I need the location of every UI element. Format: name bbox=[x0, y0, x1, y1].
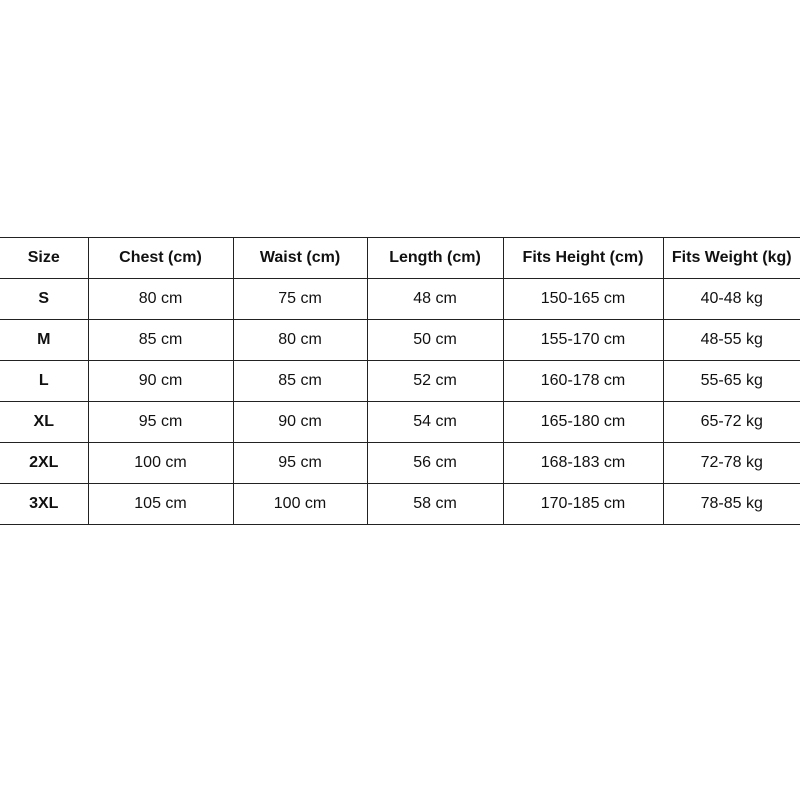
fits-height-cell: 168-183 cm bbox=[503, 443, 663, 484]
waist-cell: 95 cm bbox=[233, 443, 367, 484]
waist-cell: 80 cm bbox=[233, 320, 367, 361]
table-row bbox=[0, 443, 800, 484]
size-cell: 3XL bbox=[0, 484, 88, 525]
fits-height-cell: 170-185 cm bbox=[503, 484, 663, 525]
table-row bbox=[0, 484, 800, 525]
table-row bbox=[0, 320, 800, 361]
size-chart-table bbox=[0, 237, 800, 525]
fits-height-cell: 160-178 cm bbox=[503, 361, 663, 402]
chest-cell: 100 cm bbox=[88, 443, 233, 484]
fits-weight-cell: 72-78 kg bbox=[663, 443, 800, 484]
length-cell: 50 cm bbox=[367, 320, 503, 361]
chest-cell: 90 cm bbox=[88, 361, 233, 402]
header-waist: Waist (cm) bbox=[233, 238, 367, 279]
header-row bbox=[0, 238, 800, 279]
size-cell: S bbox=[0, 279, 88, 320]
length-cell: 56 cm bbox=[367, 443, 503, 484]
fits-height-cell: 150-165 cm bbox=[503, 279, 663, 320]
waist-cell: 100 cm bbox=[233, 484, 367, 525]
header-size: Size bbox=[0, 238, 88, 279]
size-cell: L bbox=[0, 361, 88, 402]
header-chest: Chest (cm) bbox=[88, 238, 233, 279]
size-chart-body bbox=[0, 279, 800, 525]
chest-cell: 85 cm bbox=[88, 320, 233, 361]
fits-weight-cell: 48-55 kg bbox=[663, 320, 800, 361]
size-cell: 2XL bbox=[0, 443, 88, 484]
length-cell: 54 cm bbox=[367, 402, 503, 443]
fits-height-cell: 165-180 cm bbox=[503, 402, 663, 443]
fits-weight-cell: 40-48 kg bbox=[663, 279, 800, 320]
header-length: Length (cm) bbox=[367, 238, 503, 279]
fits-weight-cell: 55-65 kg bbox=[663, 361, 800, 402]
chest-cell: 80 cm bbox=[88, 279, 233, 320]
size-cell: M bbox=[0, 320, 88, 361]
size-chart-header bbox=[0, 238, 800, 279]
fits-height-cell: 155-170 cm bbox=[503, 320, 663, 361]
fits-weight-cell: 65-72 kg bbox=[663, 402, 800, 443]
table-row bbox=[0, 279, 800, 320]
waist-cell: 85 cm bbox=[233, 361, 367, 402]
header-fits-height: Fits Height (cm) bbox=[503, 238, 663, 279]
waist-cell: 75 cm bbox=[233, 279, 367, 320]
table-row bbox=[0, 361, 800, 402]
fits-weight-cell: 78-85 kg bbox=[663, 484, 800, 525]
waist-cell: 90 cm bbox=[233, 402, 367, 443]
length-cell: 48 cm bbox=[367, 279, 503, 320]
chest-cell: 95 cm bbox=[88, 402, 233, 443]
size-cell: XL bbox=[0, 402, 88, 443]
chest-cell: 105 cm bbox=[88, 484, 233, 525]
length-cell: 52 cm bbox=[367, 361, 503, 402]
table-row bbox=[0, 402, 800, 443]
length-cell: 58 cm bbox=[367, 484, 503, 525]
header-fits-weight: Fits Weight (kg) bbox=[663, 238, 800, 279]
